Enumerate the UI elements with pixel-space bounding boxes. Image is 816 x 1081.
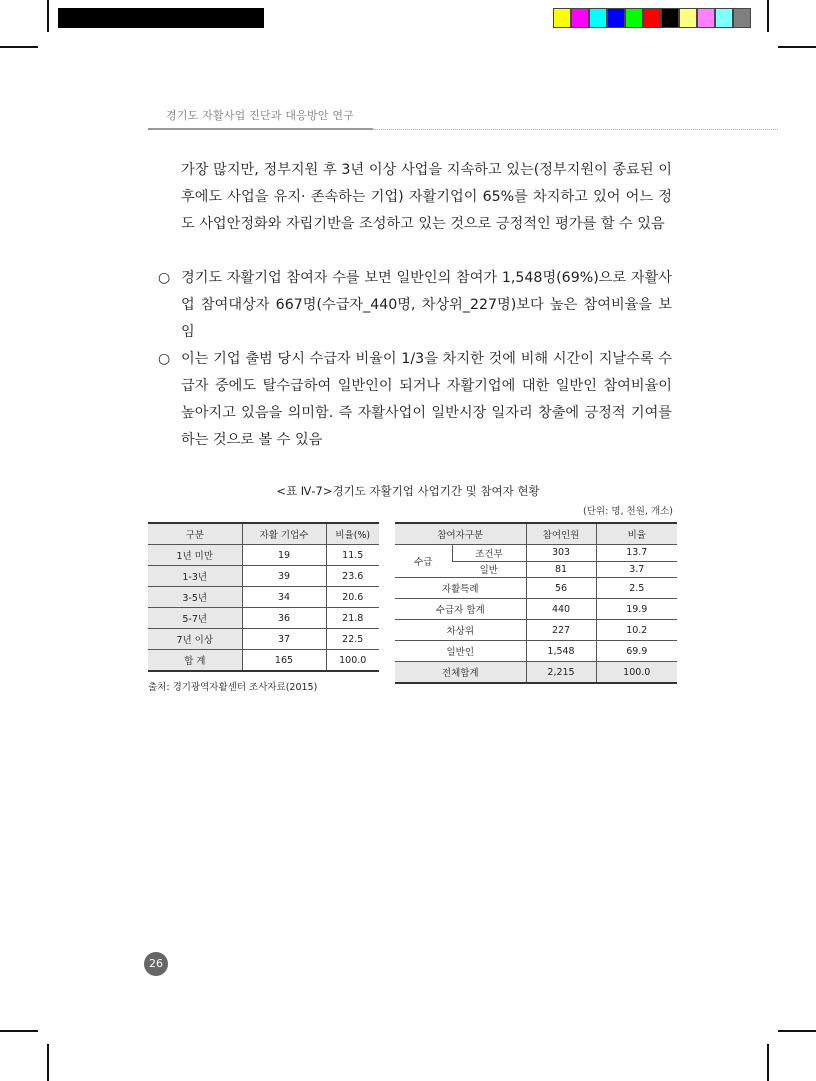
table-row <box>395 578 677 599</box>
page-number: 26 <box>144 952 168 976</box>
cell-count: 39 <box>242 566 326 587</box>
cell-ratio: 3.7 <box>596 561 677 578</box>
cell-ratio: 19.9 <box>596 599 677 620</box>
table-row-total <box>148 650 379 672</box>
row-label: 1-3년 <box>148 566 242 587</box>
color-swatch <box>679 8 697 28</box>
cell-count: 165 <box>242 650 326 672</box>
table-row <box>148 566 379 587</box>
table-title: <표 Ⅳ-7>경기도 자활기업 사업기간 및 참여자 현황 <box>276 484 540 498</box>
row-label: 1년 미만 <box>148 545 242 566</box>
row-label: 조건부 <box>452 545 526 562</box>
row-label: 자활특례 <box>395 578 526 599</box>
running-header: 경기도 자활사업 진단과 대응방안 연구 <box>166 109 355 122</box>
color-swatch <box>625 8 643 28</box>
table-row <box>395 545 677 562</box>
row-label: 7년 이상 <box>148 629 242 650</box>
color-swatch <box>589 8 607 28</box>
cell-count: 81 <box>526 561 596 578</box>
color-swatch <box>715 8 733 28</box>
color-swatch <box>553 8 571 28</box>
crop-mark <box>47 0 49 32</box>
cell-ratio: 100.0 <box>326 650 379 672</box>
color-swatch <box>661 8 679 28</box>
cell-count: 227 <box>526 620 596 641</box>
bullet-circle: ○ <box>158 270 171 286</box>
column-header: 구분 <box>148 523 242 545</box>
cell-ratio: 22.5 <box>326 629 379 650</box>
crop-mark <box>767 1044 769 1081</box>
table-unit: (단위: 명, 천원, 개소) <box>583 506 673 517</box>
table-source: 출처: 경기광역자활센터 조사자료(2015) <box>148 682 318 693</box>
row-label: 합 계 <box>148 650 242 672</box>
participant-table <box>395 522 677 684</box>
column-header: 자활 기업수 <box>242 523 326 545</box>
cell-ratio: 69.9 <box>596 641 677 662</box>
table-row <box>148 587 379 608</box>
header-rule <box>148 128 373 130</box>
column-header: 참여자구분 <box>395 523 526 545</box>
color-calibration-strip <box>553 8 751 28</box>
row-label: 전체합계 <box>395 662 526 684</box>
crop-mark <box>0 1030 38 1032</box>
color-swatch <box>571 8 589 28</box>
table-row <box>148 629 379 650</box>
registration-bar <box>58 8 264 28</box>
table-row <box>395 599 677 620</box>
crop-mark <box>767 0 769 32</box>
cell-count: 19 <box>242 545 326 566</box>
cell-count: 303 <box>526 545 596 562</box>
cell-ratio: 21.8 <box>326 608 379 629</box>
table-row <box>395 620 677 641</box>
cell-ratio: 23.6 <box>326 566 379 587</box>
paragraph-participants: 경기도 자활기업 참여자 수를 보면 일반인의 참여가 1,548명(69%)으로 자활사업 참여대상자 667명(수급자_440명, 차상위_227명)보다 높은 참여비율을 보임 <box>181 270 672 340</box>
crop-mark <box>0 46 38 48</box>
color-swatch <box>643 8 661 28</box>
row-label: 수급자 합계 <box>395 599 526 620</box>
cell-ratio: 20.6 <box>326 587 379 608</box>
row-label: 5-7년 <box>148 608 242 629</box>
cell-ratio: 100.0 <box>596 662 677 684</box>
cell-count: 56 <box>526 578 596 599</box>
table-row <box>395 641 677 662</box>
cell-count: 1,548 <box>526 641 596 662</box>
cell-count: 440 <box>526 599 596 620</box>
color-swatch <box>607 8 625 28</box>
crop-mark <box>778 1030 816 1032</box>
business-period-table <box>148 522 379 672</box>
row-label: 차상위 <box>395 620 526 641</box>
color-swatch <box>697 8 715 28</box>
bullet-circle: ○ <box>158 351 171 367</box>
cell-count: 36 <box>242 608 326 629</box>
cell-ratio: 11.5 <box>326 545 379 566</box>
cell-count: 37 <box>242 629 326 650</box>
cell-ratio: 13.7 <box>596 545 677 562</box>
column-header: 참여인원 <box>526 523 596 545</box>
crop-mark <box>47 1044 49 1081</box>
group-label: 수급 <box>395 545 452 578</box>
row-label: 3-5년 <box>148 587 242 608</box>
row-label: 일반인 <box>395 641 526 662</box>
color-swatch <box>733 8 751 28</box>
column-header: 비율(%) <box>326 523 379 545</box>
table-row-total <box>395 662 677 684</box>
table-row <box>148 608 379 629</box>
header-dotted-rule <box>373 129 778 130</box>
cell-ratio: 2.5 <box>596 578 677 599</box>
cell-ratio: 10.2 <box>596 620 677 641</box>
table-row <box>148 545 379 566</box>
paragraph-interpretation: 이는 기업 출범 당시 수급자 비율이 1/3을 차지한 것에 비해 시간이 지날수록 수급자 중에도 탈수급하여 일반인이 되거나 자활기업에 대한 일반인 참여비율이 높아지고 있음을 의미함. 즉 자활사업이 일반시장 일자리 창출에 긍정적 기여를 하는 것으로 볼 수 있음 <box>181 351 672 448</box>
cell-count: 2,215 <box>526 662 596 684</box>
row-label: 일반 <box>452 561 526 578</box>
crop-mark <box>778 46 816 48</box>
cell-count: 34 <box>242 587 326 608</box>
paragraph-continued: 가장 많지만, 정부지원 후 3년 이상 사업을 지속하고 있는(정부지원이 종료된 이후에도 사업을 유지· 존속하는 기업) 자활기업이 65%를 차지하고 있어 어느 정도 사업안정화와 자립기반을 조성하고 있는 것으로 긍정적인 평가를 할 수 있음 <box>181 162 672 232</box>
column-header: 비율 <box>596 523 677 545</box>
